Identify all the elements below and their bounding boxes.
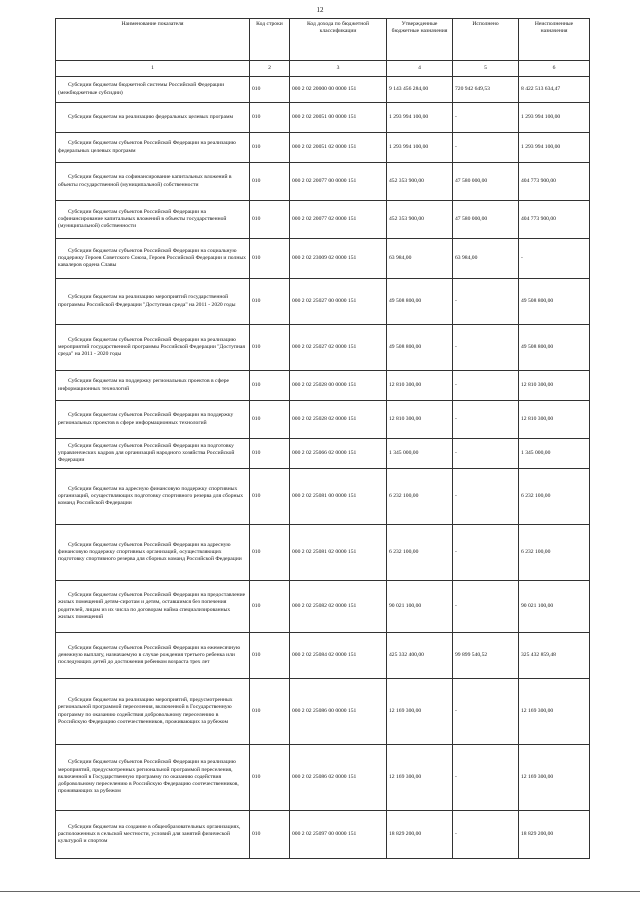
row-name: Субсидии бюджетам субъектов Российской Федерации на адресную финансовую поддержку спортивных организаций, осуществляющих подготовку спортивного резерва для сборных команд Российской Федерации [56, 525, 250, 581]
row-line-code: 010 [250, 469, 290, 525]
row-unexecuted: 8 422 513 634,47 [519, 77, 590, 103]
row-revenue-code: 000 2 02 25082 02 0000 151 [290, 581, 387, 633]
row-revenue-code: 000 2 02 20051 00 0000 151 [290, 103, 387, 133]
row-unexecuted: 12 169 300,00 [519, 679, 590, 745]
row-line-code: 010 [250, 77, 290, 103]
row-executed: 47 580 000,00 [453, 163, 519, 201]
row-line-code: 010 [250, 525, 290, 581]
row-unexecuted: 90 021 100,00 [519, 581, 590, 633]
row-approved: 90 021 100,00 [387, 581, 453, 633]
column-number: 3 [290, 61, 387, 77]
row-unexecuted: 1 293 994 100,00 [519, 133, 590, 163]
row-executed: - [453, 679, 519, 745]
row-unexecuted: 404 773 900,00 [519, 163, 590, 201]
table-row [56, 371, 590, 401]
table-body [56, 77, 590, 859]
row-revenue-code: 000 2 02 20077 00 0000 151 [290, 163, 387, 201]
row-approved: 1 293 994 100,00 [387, 133, 453, 163]
row-approved: 12 169 300,00 [387, 745, 453, 811]
row-executed: - [453, 525, 519, 581]
row-name: Субсидии бюджетам субъектов Российской Федерации на реализацию мероприятий государственной программы Российской Федерации "Доступная среда" на 2011 - 2020 годы [56, 325, 250, 371]
column-header-approved: Утвержденные бюджетные назначения [387, 19, 453, 61]
row-unexecuted: 12 810 300,00 [519, 371, 590, 401]
row-executed: - [453, 811, 519, 859]
row-approved: 6 232 100,00 [387, 469, 453, 525]
row-revenue-code: 000 2 02 25027 02 0000 151 [290, 325, 387, 371]
row-line-code: 010 [250, 279, 290, 325]
row-executed: - [453, 371, 519, 401]
header-row [56, 19, 590, 61]
row-executed: - [453, 325, 519, 371]
row-unexecuted: 325 432 859,48 [519, 633, 590, 679]
row-approved: 452 353 900,00 [387, 163, 453, 201]
row-revenue-code: 000 2 02 25066 02 0000 151 [290, 439, 387, 469]
row-line-code: 010 [250, 439, 290, 469]
table-row [56, 439, 590, 469]
column-number: 2 [250, 61, 290, 77]
table-row [56, 325, 590, 371]
row-name: Субсидии бюджетам субъектов Российской Федерации на софинансирование капитальных вложений в объекты государственной (муниципальной) собственности [56, 201, 250, 239]
column-header-name: Наименование показателя [56, 19, 250, 61]
row-approved: 1 293 994 100,00 [387, 103, 453, 133]
row-unexecuted: 1 293 994 100,00 [519, 103, 590, 133]
row-revenue-code: 000 2 02 25097 00 0000 151 [290, 811, 387, 859]
row-unexecuted: 6 232 100,00 [519, 469, 590, 525]
row-name: Субсидии бюджетам субъектов Российской Федерации на реализацию мероприятий, предусмотренных региональной программой переселения, включенной в Государственную программу по оказанию содействия добровольному переселению в Российскую Федерацию соотечественников, проживающих за рубежом [56, 745, 250, 811]
row-revenue-code: 000 2 02 25028 00 0000 151 [290, 371, 387, 401]
table-row [56, 279, 590, 325]
row-line-code: 010 [250, 239, 290, 279]
row-approved: 49 508 800,00 [387, 279, 453, 325]
row-revenue-code: 000 2 02 20077 02 0000 151 [290, 201, 387, 239]
row-executed: - [453, 103, 519, 133]
table-row [56, 679, 590, 745]
table-row [56, 201, 590, 239]
row-approved: 452 353 900,00 [387, 201, 453, 239]
budget-execution-table [55, 18, 590, 859]
table-row [56, 77, 590, 103]
row-name: Субсидии бюджетам на реализацию федеральных целевых программ [56, 103, 250, 133]
row-line-code: 010 [250, 633, 290, 679]
column-header-line-code: Код строки [250, 19, 290, 61]
row-approved: 12 810 300,00 [387, 371, 453, 401]
row-revenue-code: 000 2 02 20000 00 0000 151 [290, 77, 387, 103]
row-unexecuted: 6 232 100,00 [519, 525, 590, 581]
row-executed: - [453, 581, 519, 633]
row-executed: - [453, 439, 519, 469]
row-approved: 63 984,00 [387, 239, 453, 279]
row-name: Субсидии бюджетам бюджетной системы Российской Федерации (межбюджетные субсидии) [56, 77, 250, 103]
row-unexecuted: 12 169 300,00 [519, 745, 590, 811]
row-executed: - [453, 745, 519, 811]
page-bottom-rule [0, 891, 640, 892]
row-line-code: 010 [250, 133, 290, 163]
column-number: 1 [56, 61, 250, 77]
row-unexecuted: - [519, 239, 590, 279]
row-name: Субсидии бюджетам субъектов Российской Федерации на подготовку управленческих кадров для организаций народного хозяйства Российской Федерации [56, 439, 250, 469]
row-approved: 49 508 800,00 [387, 325, 453, 371]
row-executed: - [453, 469, 519, 525]
table-row [56, 103, 590, 133]
table-row [56, 633, 590, 679]
row-name: Субсидии бюджетам субъектов Российской Федерации на реализацию федеральных целевых программ [56, 133, 250, 163]
row-name: Субсидии бюджетам на поддержку региональных проектов в сфере информационных технологий [56, 371, 250, 401]
row-name: Субсидии бюджетам на реализацию мероприятий, предусмотренных региональной программой переселения, включенной в Государственную программу по оказанию содействия добровольному переселению в Российскую Федерацию соотечественников, проживающих за рубежом [56, 679, 250, 745]
row-executed: 720 942 649,53 [453, 77, 519, 103]
row-unexecuted: 12 810 300,00 [519, 401, 590, 439]
row-line-code: 010 [250, 811, 290, 859]
row-revenue-code: 000 2 02 23009 02 0000 151 [290, 239, 387, 279]
row-revenue-code: 000 2 02 25084 02 0000 151 [290, 633, 387, 679]
table-row [56, 469, 590, 525]
row-name: Субсидии бюджетам субъектов Российской Федерации на ежемесячную денежную выплату, назначаемую в случае рождения третьего ребенка или последующих детей до достижения ребенком возраста трех лет [56, 633, 250, 679]
column-header-revenue-code: Код дохода по бюджетной классификации [290, 19, 387, 61]
row-line-code: 010 [250, 163, 290, 201]
row-line-code: 010 [250, 581, 290, 633]
row-line-code: 010 [250, 679, 290, 745]
row-revenue-code: 000 2 02 20051 02 0000 151 [290, 133, 387, 163]
column-number: 4 [387, 61, 453, 77]
row-name: Субсидии бюджетам на создание в общеобразовательных организациях, расположенных в сельской местности, условий для занятий физической культурой и спортом [56, 811, 250, 859]
row-line-code: 010 [250, 371, 290, 401]
table-row [56, 239, 590, 279]
row-line-code: 010 [250, 401, 290, 439]
table-row [56, 525, 590, 581]
row-unexecuted: 18 829 200,00 [519, 811, 590, 859]
row-line-code: 010 [250, 201, 290, 239]
table-row [56, 811, 590, 859]
column-header-executed: Исполнено [453, 19, 519, 61]
row-revenue-code: 000 2 02 25081 02 0000 151 [290, 525, 387, 581]
column-number: 6 [519, 61, 590, 77]
row-approved: 18 829 200,00 [387, 811, 453, 859]
row-unexecuted: 49 508 800,00 [519, 279, 590, 325]
row-executed: 63 984,00 [453, 239, 519, 279]
row-approved: 9 143 456 284,00 [387, 77, 453, 103]
row-executed: - [453, 133, 519, 163]
row-revenue-code: 000 2 02 25081 00 0000 151 [290, 469, 387, 525]
row-executed: 99 899 540,52 [453, 633, 519, 679]
row-revenue-code: 000 2 02 25086 02 0000 151 [290, 745, 387, 811]
row-name: Субсидии бюджетам на софинансирование капитальных вложений в объекты государственной (муниципальной) собственности [56, 163, 250, 201]
column-number-row [56, 61, 590, 77]
row-name: Субсидии бюджетам субъектов Российской Федерации на поддержку региональных проектов в сфере информационных технологий [56, 401, 250, 439]
row-name: Субсидии бюджетам субъектов Российской Федерации на предоставление жилых помещений детям-сиротам и детям, оставшимся без попечения родителей, лицам из их числа по договорам найма специализированных жилых помещений [56, 581, 250, 633]
table-row [56, 133, 590, 163]
table-row [56, 163, 590, 201]
row-revenue-code: 000 2 02 25027 00 0000 151 [290, 279, 387, 325]
row-unexecuted: 404 773 900,00 [519, 201, 590, 239]
row-revenue-code: 000 2 02 25028 02 0000 151 [290, 401, 387, 439]
row-unexecuted: 1 345 000,00 [519, 439, 590, 469]
table-row [56, 401, 590, 439]
row-approved: 6 232 100,00 [387, 525, 453, 581]
row-executed: 47 580 000,00 [453, 201, 519, 239]
row-executed: - [453, 401, 519, 439]
row-line-code: 010 [250, 745, 290, 811]
page-number: 12 [316, 6, 324, 14]
row-name: Субсидии бюджетам на реализацию мероприятий государственной программы Российской Федерации "Доступная среда" на 2011 - 2020 годы [56, 279, 250, 325]
column-number: 5 [453, 61, 519, 77]
row-revenue-code: 000 2 02 25086 00 0000 151 [290, 679, 387, 745]
row-approved: 12 169 300,00 [387, 679, 453, 745]
column-header-unexecuted: Неисполненные назначения [519, 19, 590, 61]
row-approved: 1 345 000,00 [387, 439, 453, 469]
table-row [56, 581, 590, 633]
row-unexecuted: 49 508 800,00 [519, 325, 590, 371]
row-approved: 12 810 300,00 [387, 401, 453, 439]
row-line-code: 010 [250, 325, 290, 371]
row-name: Субсидии бюджетам на адресную финансовую поддержку спортивных организаций, осуществляющих подготовку спортивного резерва для сборных команд Российской Федерации [56, 469, 250, 525]
row-name: Субсидии бюджетам субъектов Российской Федерации на социальную поддержку Героев Советского Союза, Героев Российской Федерации и полных кавалеров ордена Славы [56, 239, 250, 279]
table-row [56, 745, 590, 811]
row-approved: 425 332 400,00 [387, 633, 453, 679]
row-executed: - [453, 279, 519, 325]
row-line-code: 010 [250, 103, 290, 133]
